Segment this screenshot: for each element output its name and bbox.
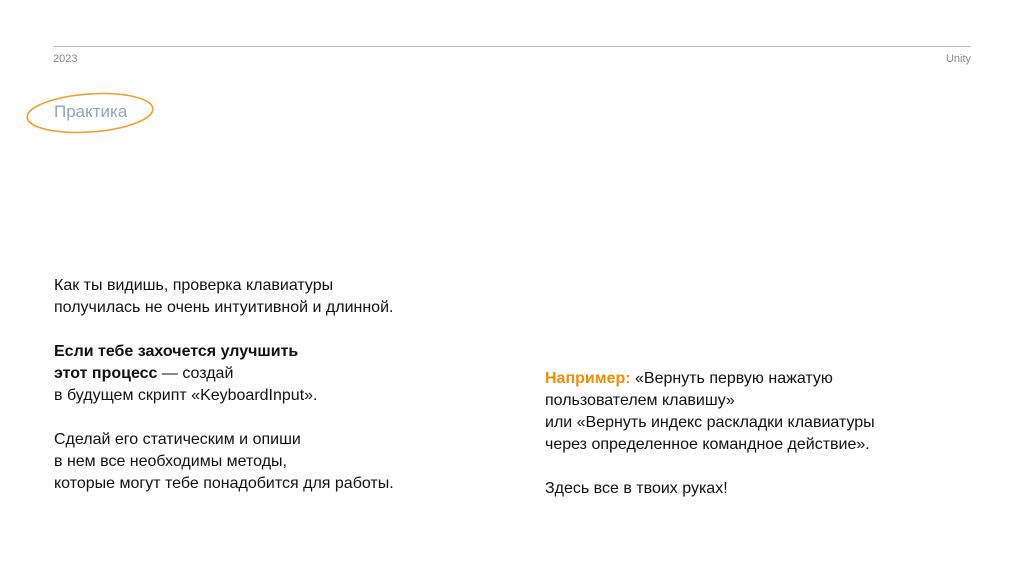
- example-label: Например:: [545, 370, 631, 387]
- improvement-bold-line-1: Если тебе захочется улучшить: [54, 343, 299, 360]
- example-line-1: [545, 368, 985, 390]
- header-divider: [53, 46, 971, 47]
- static-line-3: которые могут тебе понадобится для работы.: [54, 475, 394, 492]
- closing-paragraph: [545, 478, 985, 500]
- example-line-1-rest: «Вернуть первую нажатую: [630, 370, 833, 387]
- improvement-paragraph: [54, 341, 494, 407]
- right-text-column: [545, 368, 985, 522]
- example-line-2: пользователем клавишу»: [545, 392, 735, 409]
- example-line-4: через определенное командное действие».: [545, 436, 870, 453]
- static-paragraph: [54, 429, 494, 495]
- improvement-bold-line-2: этот процесс: [54, 365, 158, 382]
- static-line-2: в нем все необходимы методы,: [54, 453, 287, 470]
- improvement-line-2: [54, 363, 494, 385]
- header-brand: Unity: [945, 53, 971, 65]
- section-title: Практика: [54, 102, 128, 121]
- improvement-line-2-rest: — создай: [157, 365, 234, 382]
- header-year: 2023: [53, 53, 78, 65]
- intro-line-2: получилась не очень интуитивной и длинной.: [54, 299, 394, 316]
- improvement-line-3: в будущем скрипт «KeyboardInput».: [54, 387, 318, 404]
- section-heading: [25, 92, 155, 134]
- example-line-3: или «Вернуть индекс раскладки клавиатуры: [545, 414, 875, 431]
- left-text-column: [54, 275, 494, 517]
- static-line-1: Сделай его статическим и опиши: [54, 431, 301, 448]
- intro-line-1: Как ты видишь, проверка клавиатуры: [54, 277, 334, 294]
- intro-paragraph: [54, 275, 494, 319]
- closing-line: Здесь все в твоих руках!: [545, 480, 728, 497]
- example-paragraph: [545, 368, 985, 456]
